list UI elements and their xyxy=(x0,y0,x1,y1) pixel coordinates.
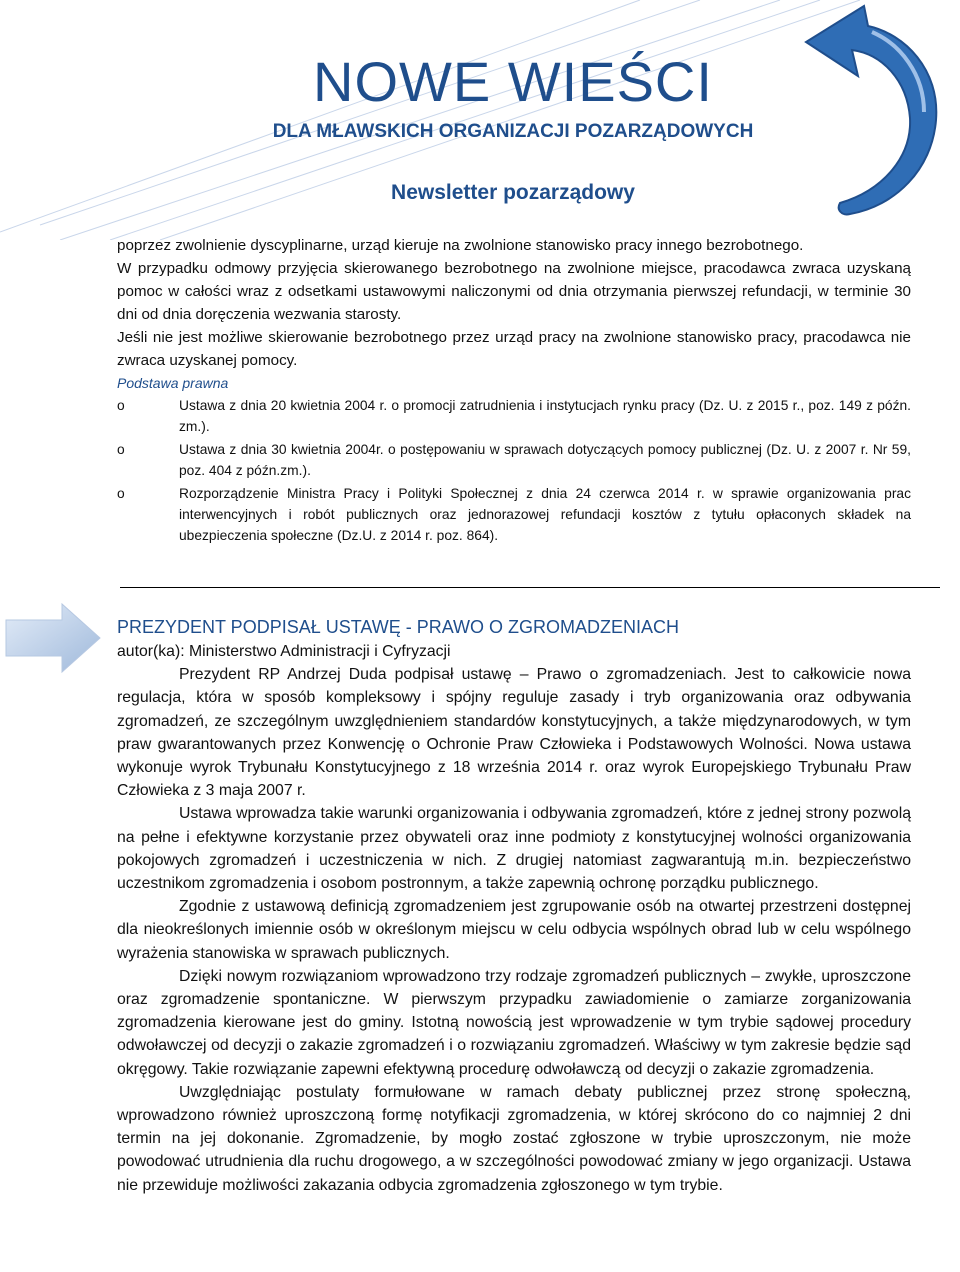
list-item xyxy=(117,483,911,546)
section-arrow-icon xyxy=(4,602,104,674)
paragraph: Zgodnie z ustawową definicją zgromadzeniem jest zgrupowanie osób na otwartej przestrzeni dostępnej dla nieokreślonych imiennie osób w określonym miejscu w celu odbycia wspólnych obrad lub w celu wspólnego wyrażenia stanowiska w sprawach publicznych. xyxy=(117,898,911,962)
continued-section xyxy=(117,234,911,548)
newsletter-label: Newsletter pozarządowy xyxy=(391,181,635,204)
legal-basis-list xyxy=(117,395,911,546)
paragraph: Uwzględniając postulaty formułowane w ramach debaty publicznej przez stronę społeczną, wprowadzono również uproszczoną formę notyfikacji zgromadzenia, w której skrócono do co najmniej 2 dni termin na jej dokonanie. Zgromadzenie, by mogło zostać zgłoszone w trybie uproszczonym, nie może powodować utrudnienia dla ruchu drogowego, a w szczególności powodować zmiany w jego organizacji. Ustawa nie przewiduje możliwości zakazania odbycia zgromadzenia zgłoszonego w tym trybie. xyxy=(117,1083,911,1194)
newsletter-subtitle: DLA MŁAWSKICH ORGANIZACJI POZARZĄDOWYCH xyxy=(272,121,754,142)
newsletter-title: NOWE WIEŚCI xyxy=(313,50,713,113)
list-item xyxy=(117,439,911,481)
legal-item-text: Ustawa z dnia 20 kwietnia 2004 r. o promocji zatrudnienia i instytucjach rynku pracy (Dz. U. z 2015 r., poz. 149 z późn. zm.). xyxy=(179,398,911,434)
list-item xyxy=(117,395,911,437)
paragraph: Prezydent RP Andrzej Duda podpisał ustawę – Prawo o zgromadzeniach. Jest to całkowicie nowa regulacja, która w sposób kompleksowy i spójny reguluje zasady i tryb organizowania oraz odbywania zgromadzeń, ze szczególnym uwzględnieniem standardów konstytucyjnych, a także międzynarodowych, w tym praw gwarantowanych przez Konwencję o Ochronie Praw Człowieka i Podstawowych Wolności. Nowa ustawa wykonuje wyrok Trybunału Konstytucyjnego z 18 września 2014 r. oraz wyrok Europejskiego Trybunału Praw Człowieka z 3 maja 2007 r. xyxy=(117,666,911,800)
section-divider xyxy=(120,587,940,588)
paragraph: W przypadku odmowy przyjęcia skierowanego bezrobotnego na zwolnione miejsce, pracodawca zwraca uzyskaną pomoc w całości wraz z odsetkami ustawowymi naliczonymi od dnia otrzymania pierwszej refundacji, w terminie 30 dni od dnia doręczenia wezwania starosty. xyxy=(117,260,911,323)
bullet-icon: o xyxy=(117,486,125,501)
paragraph: Jeśli nie jest możliwe skierowanie bezrobotnego przez urząd pracy na zwolnione stanowisko pracy, pracodawca nie zwraca uzyskanej pomocy. xyxy=(117,329,911,369)
bullet-icon: o xyxy=(117,398,125,413)
article xyxy=(117,614,911,1197)
legal-item-text: Ustawa z dnia 30 kwietnia 2004r. o postępowaniu w sprawach dotyczących pomocy publicznej (Dz. U. z 2007 r. Nr 59, poz. 404 z późn.zm.). xyxy=(179,442,911,478)
paragraph: Dzięki nowym rozwiązaniom wprowadzono trzy rodzaje zgromadzeń publicznych – zwykłe, uproszczone oraz zgromadzenie spontaniczne. W pierwszym przypadku zawiadomienie o zamiarze zorganizowania zgromadzenia kierowane jest do gminy. Istotną nowością jest wprowadzenie w tym trybie sądowej procedury odwoławczej od decyzji o zakazie zgromadzeń i o rozwiązaniu zgromadzeń. Właściwy w tym zakresie będzie sąd okręgowy. Takie rozwiązanie zapewni efektywną procedurę odwoławczą od decyzji o zakazie zgromadzenia. xyxy=(117,967,911,1078)
paragraph: poprzez zwolnienie dyscyplinarne, urząd kieruje na zwolnione stanowisko pracy innego bezrobotnego. xyxy=(117,237,804,254)
legal-basis-heading: Podstawa prawna xyxy=(117,375,229,391)
article-author: autor(ka): Ministerstwo Administracji i Cyfryzacji xyxy=(117,643,451,660)
paragraph: Ustawa wprowadza takie warunki organizowania i odbywania zgromadzeń, które z jednej strony pozwolą na pełne i efektywne korzystanie przez obywateli oraz inne podmioty z konstytucyjnej wolności organizowania pokojowych zgromadzeń i uczestniczenia w nich. Z drugiej natomiast zagwarantują m.in. bezpieczeństwo uczestnikom zgromadzenia i osobom postronnym, a także zapewnią ochronę porządku publicznego. xyxy=(117,805,911,893)
bullet-icon: o xyxy=(117,442,125,457)
article-title: PREZYDENT PODPISAŁ USTAWĘ - PRAWO O ZGROMADZENIACH xyxy=(117,617,680,637)
legal-item-text: Rozporządzenie Ministra Pracy i Polityki Społecznej z dnia 24 czerwca 2014 r. w sprawie organizowania prac interwencyjnych i robót publicznych oraz jednorazowej refundacji kosztów z tytułu opłaconych składek na ubezpieczenia społeczne (Dz.U. z 2014 r. poz. 864). xyxy=(179,486,911,543)
